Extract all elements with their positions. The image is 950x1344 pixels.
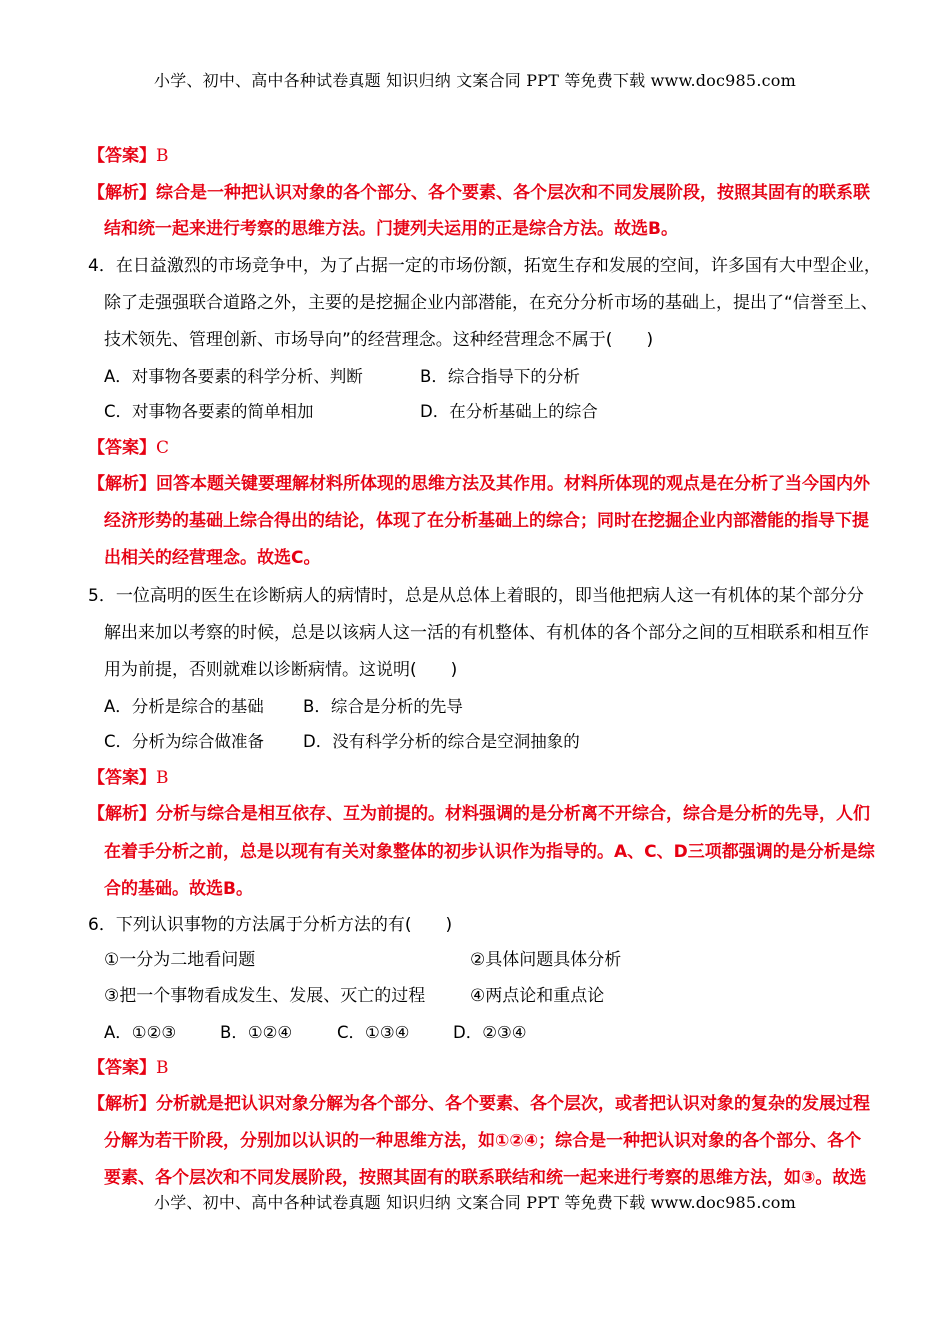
q6-analysis-line-3: 要素、各个层次和不同发展阶段，按照其固有的联系联结和统一起来进行考察的思维方法，如③。故选 — [104, 1168, 867, 1188]
q3-analysis-line-1: 综合是一种把认识对象的各个部分、各个要素、各个层次和不同发展阶段，按照其固有的联系联 — [156, 183, 870, 203]
q5-option-d: D．没有科学分析的综合是空洞抽象的 — [303, 732, 580, 751]
analysis-label: 【解析】 — [88, 474, 156, 494]
q6-item-3: ③把一个事物看成发生、发展、灭亡的过程 — [104, 986, 426, 1006]
q4-answer-row — [88, 437, 169, 459]
q6-option-a: A．①②③ — [104, 1023, 177, 1042]
q4-option-d: D．在分析基础上的综合 — [420, 402, 598, 421]
q6-analysis-line-1: 分析就是把认识对象分解为各个部分、各个要素、各个层次，或者把认识对象的复杂的发展过程 — [156, 1094, 870, 1114]
q4-analysis-row — [88, 473, 870, 495]
q5-analysis-row — [88, 803, 870, 825]
q4-stem-line-1: 4．在日益激烈的市场竞争中，为了占据一定的市场份额，拓宽生存和发展的空间，许多国有大中型企业， — [88, 256, 881, 276]
q6-analysis-row — [88, 1093, 870, 1115]
q5-stem-line-1: 5．一位高明的医生在诊断病人的病情时，总是从总体上着眼的，即当他把病人这一有机体的某个部分分 — [88, 586, 864, 606]
q6-option-c: C．①③④ — [337, 1023, 410, 1042]
page-header: 小学、初中、高中各种试卷真题 知识归纳 文案合同 PPT 等免费下载 www.doc985.com — [154, 71, 796, 90]
analysis-label: 【解析】 — [88, 804, 156, 824]
answer-label: 【答案】 — [88, 768, 156, 788]
q4-stem-line-2: 除了走强强联合道路之外，主要的是挖掘企业内部潜能，在充分分析市场的基础上，提出了“信誉至上、 — [104, 293, 878, 313]
q5-stem-line-2: 解出来加以考察的时候，总是以该病人这一活的有机整体、有机体的各个部分之间的互相联系和相互作 — [104, 623, 869, 643]
q5-option-a: A．分析是综合的基础 — [104, 697, 264, 716]
q6-item-1: ①一分为二地看问题 — [104, 950, 256, 970]
q5-option-c: C．分析为综合做准备 — [104, 732, 265, 751]
q6-option-b: B．①②④ — [220, 1023, 293, 1042]
answer-label: 【答案】 — [88, 438, 156, 458]
q6-analysis-line-2: 分解为若干阶段，分别加以认识的一种思维方法，如①②④；综合是一种把认识对象的各个部分、各个 — [104, 1131, 862, 1151]
q6-item-2: ②具体问题具体分析 — [470, 950, 622, 970]
q4-analysis-line-3: 出相关的经营理念。故选C。 — [104, 548, 321, 568]
q6-stem: 6．下列认识事物的方法属于分析方法的有( ) — [88, 915, 453, 935]
q3-analysis-row — [88, 182, 870, 204]
q4-option-b: B．综合指导下的分析 — [420, 367, 580, 386]
page-footer: 小学、初中、高中各种试卷真题 知识归纳 文案合同 PPT 等免费下载 www.doc985.com — [154, 1193, 796, 1212]
q5-answer: B — [156, 768, 169, 788]
q5-analysis-line-2: 在着手分析之前，总是以现有有关对象整体的初步认识作为指导的。A、C、D三项都强调的是分析是综 — [104, 842, 875, 862]
q6-item-4: ④两点论和重点论 — [470, 986, 605, 1006]
q6-answer: B — [156, 1058, 169, 1078]
q4-option-a: A．对事物各要素的科学分析、判断 — [104, 367, 363, 386]
q3-answer-row — [88, 145, 169, 167]
q6-option-d: D．②③④ — [453, 1023, 527, 1042]
q4-analysis-line-2: 经济形势的基础上综合得出的结论，体现了在分析基础上的综合；同时在挖掘企业内部潜能的指导下提 — [104, 511, 869, 531]
q5-option-b: B．综合是分析的先导 — [303, 697, 463, 716]
q3-answer: B — [156, 146, 169, 166]
q4-option-c: C．对事物各要素的简单相加 — [104, 402, 314, 421]
q5-analysis-line-3: 合的基础。故选B。 — [104, 879, 253, 899]
analysis-label: 【解析】 — [88, 183, 156, 203]
q5-analysis-line-1: 分析与综合是相互依存、互为前提的。材料强调的是分析离不开综合，综合是分析的先导，人们 — [156, 804, 870, 824]
answer-label: 【答案】 — [88, 1058, 156, 1078]
q3-analysis-line-2: 结和统一起来进行考察的思维方法。门捷列夫运用的正是综合方法。故选B。 — [104, 219, 678, 239]
q5-stem-line-3: 用为前提，否则就难以诊断病情。这说明( ) — [104, 660, 458, 680]
q4-stem-line-3: 技术领先、管理创新、市场导向”的经营理念。这种经营理念不属于( ) — [104, 330, 654, 350]
q4-answer: C — [156, 438, 170, 458]
q6-answer-row — [88, 1057, 169, 1079]
analysis-label: 【解析】 — [88, 1094, 156, 1114]
q4-analysis-line-1: 回答本题关键要理解材料所体现的思维方法及其作用。材料所体现的观点是在分析了当今国内外 — [156, 474, 870, 494]
answer-label: 【答案】 — [88, 146, 156, 166]
q5-answer-row — [88, 767, 169, 789]
